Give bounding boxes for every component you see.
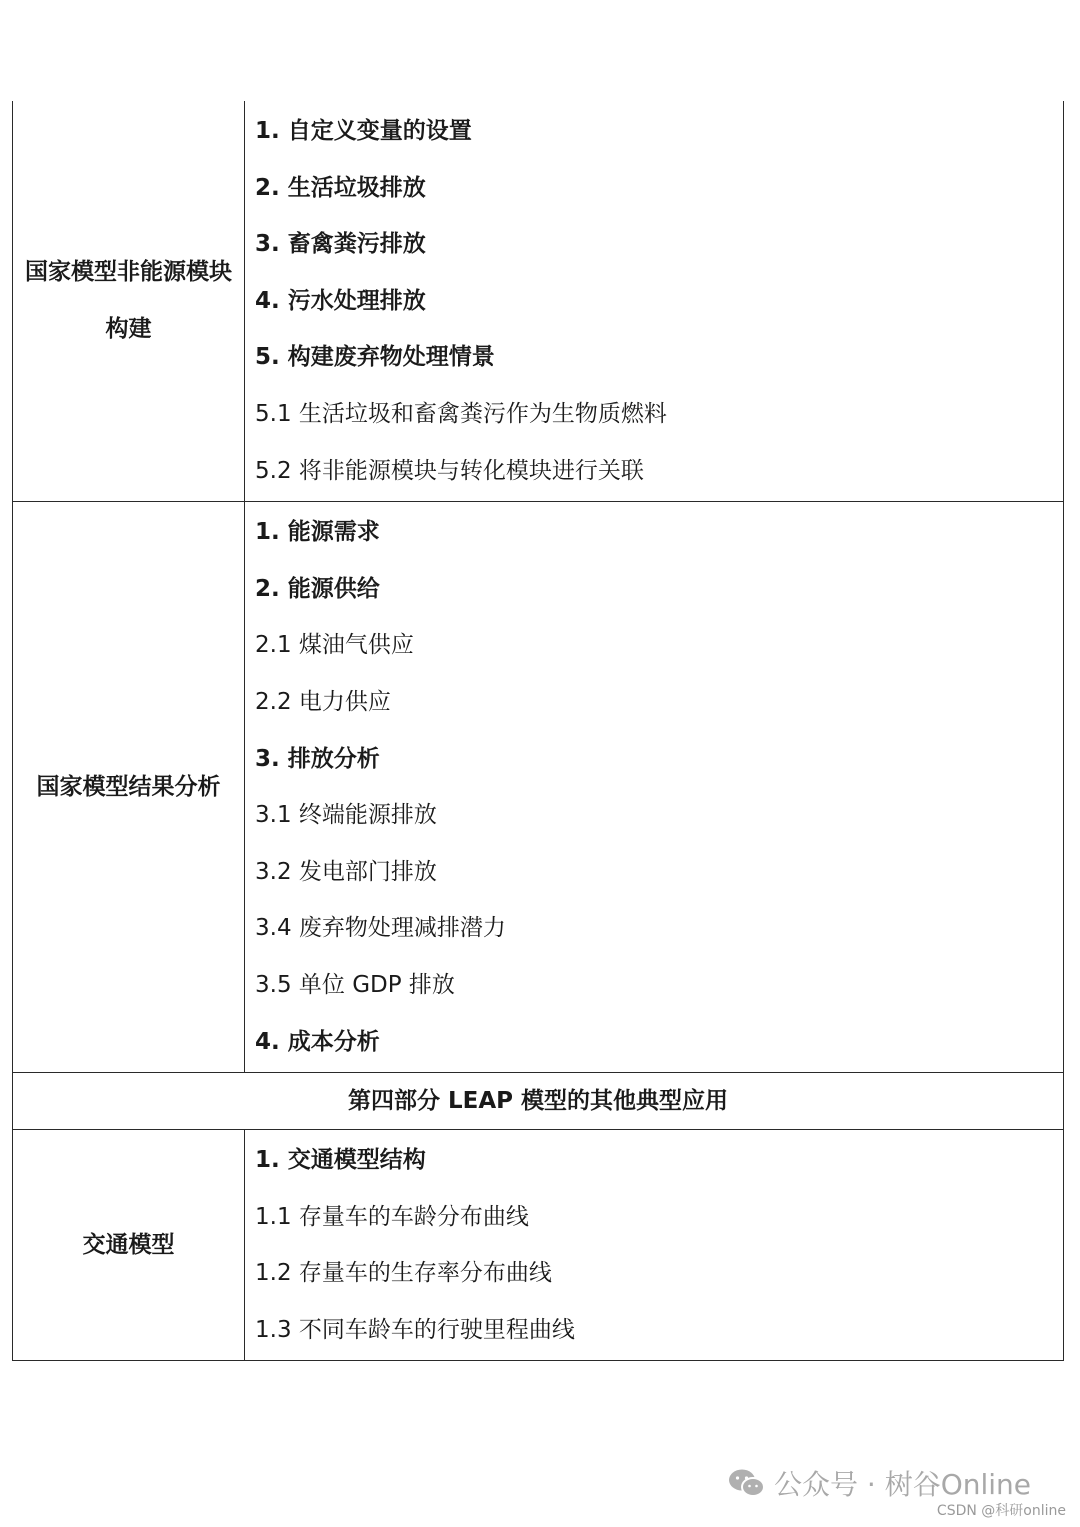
list-item: 2.1 煤油气供应 <box>255 632 414 659</box>
list-item: 1. 自定义变量的设置 <box>255 118 472 144</box>
row-title: 国家模型结果分析 <box>13 502 245 1073</box>
list-item: 4. 污水处理排放 <box>255 287 426 314</box>
list-item: 1. 能源需求 <box>255 519 380 546</box>
list-item: 3.4 废弃物处理减排潜力 <box>255 915 506 942</box>
row-items <box>245 101 1064 502</box>
list-item: 2.2 电力供应 <box>255 688 391 715</box>
list-item: 4. 成本分析 <box>255 1028 380 1055</box>
list-item: 1. 交通模型结构 <box>255 1147 426 1174</box>
list-item: 3. 排放分析 <box>255 745 380 772</box>
section-header: 第四部分 LEAP 模型的其他典型应用 <box>13 1073 1064 1130</box>
outline-row-transport <box>13 1130 1064 1361</box>
row-items <box>245 502 1064 1073</box>
outline-row-results <box>13 502 1064 1073</box>
course-outline-table <box>12 101 1064 1361</box>
list-item: 3.1 终端能源排放 <box>255 802 437 829</box>
list-item: 1.2 存量车的生存率分布曲线 <box>255 1260 552 1287</box>
row-items <box>245 1130 1064 1361</box>
wechat-watermark <box>728 1463 1031 1503</box>
list-item: 1.1 存量车的车龄分布曲线 <box>255 1203 529 1230</box>
csdn-credit: CSDN @科研online <box>936 1503 1066 1519</box>
list-item: 2. 生活垃圾排放 <box>255 174 426 201</box>
list-item: 5.2 将非能源模块与转化模块进行关联 <box>255 457 644 484</box>
section-header-row <box>13 1073 1064 1130</box>
row-title: 交通模型 <box>13 1130 245 1361</box>
list-item: 3. 畜禽粪污排放 <box>255 231 426 258</box>
list-item: 5. 构建废弃物处理情景 <box>255 344 495 371</box>
wechat-icon <box>728 1468 766 1498</box>
list-item: 5.1 生活垃圾和畜禽粪污作为生物质燃料 <box>255 400 667 427</box>
list-item: 3.2 发电部门排放 <box>255 858 437 885</box>
list-item: 3.5 单位 GDP 排放 <box>255 971 455 998</box>
row-title: 国家模型非能源模块构建 <box>13 101 245 502</box>
list-item: 2. 能源供给 <box>255 575 380 602</box>
watermark-text: 公众号 · 树谷Online <box>774 1468 1032 1501</box>
list-item: 1.3 不同车龄车的行驶里程曲线 <box>255 1316 575 1343</box>
outline-row-non-energy <box>13 101 1064 502</box>
